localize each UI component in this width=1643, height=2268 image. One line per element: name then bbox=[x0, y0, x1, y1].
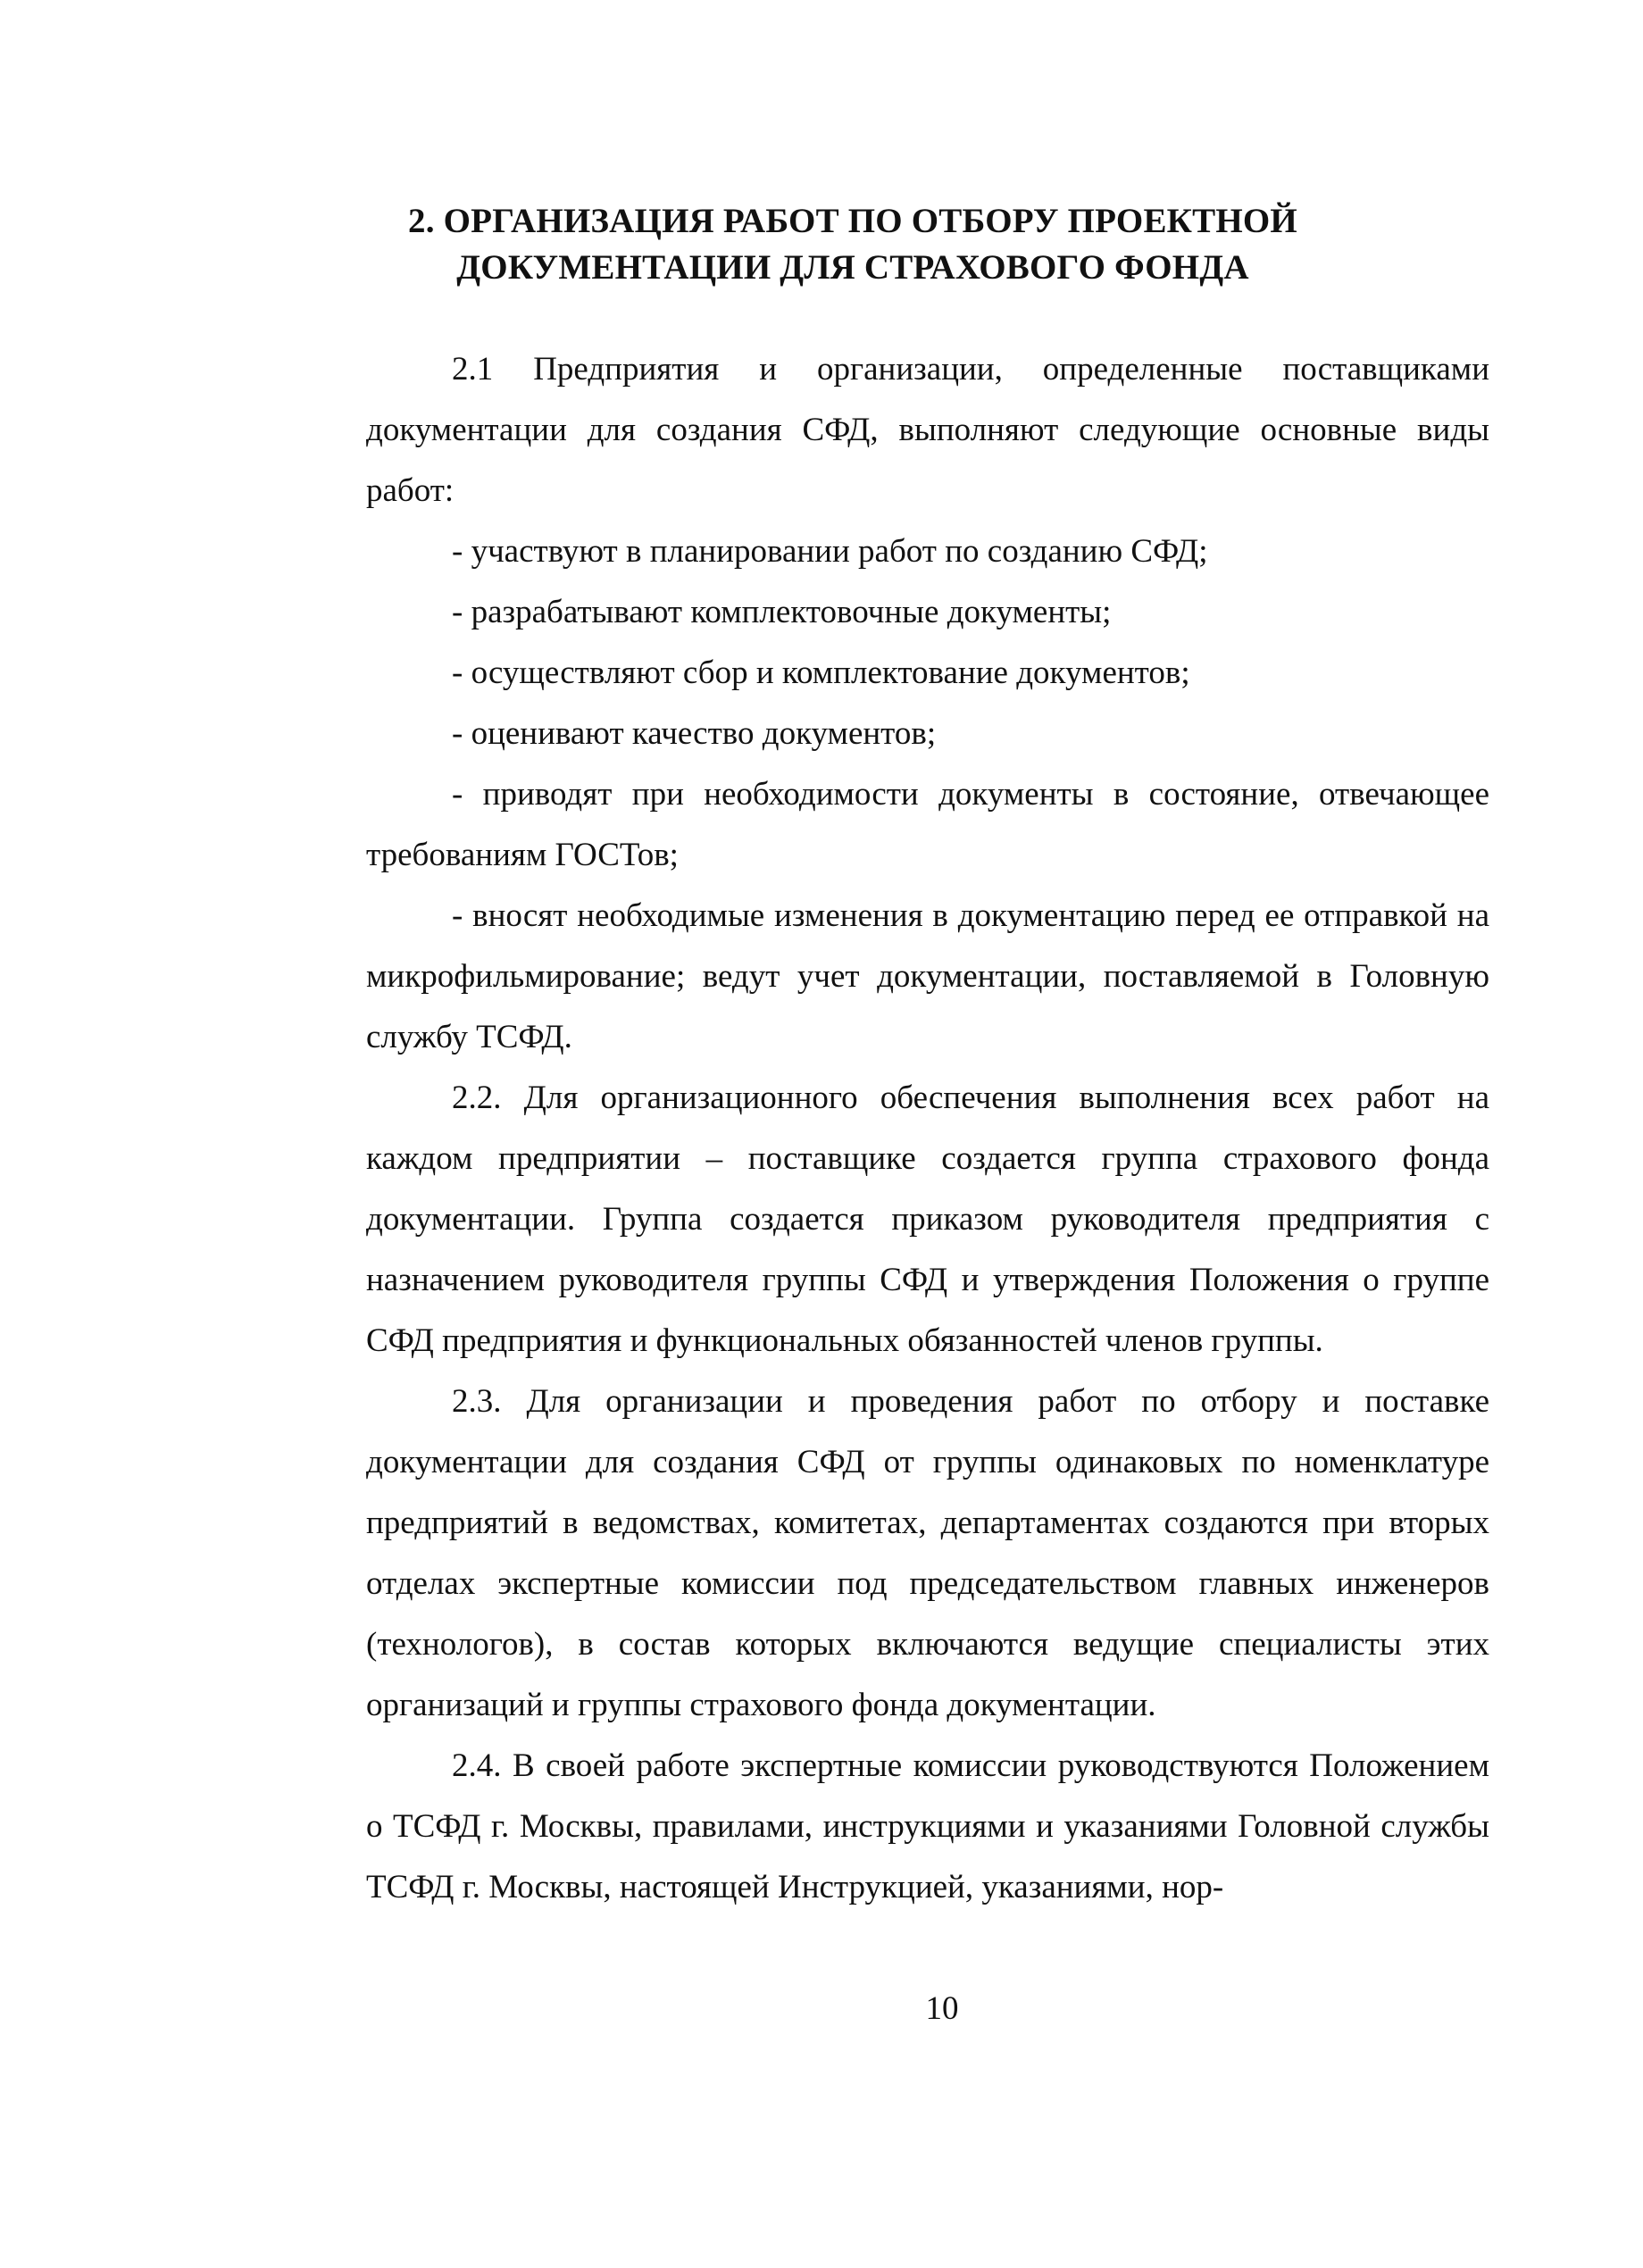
list-item: - участвуют в планировании работ по созданию СФД; bbox=[452, 533, 1208, 570]
list-item: - оценивают качество документов; bbox=[452, 715, 937, 752]
body-text bbox=[366, 339, 1489, 1918]
page-number: 10 bbox=[925, 1990, 959, 2027]
section-title-line-1: 2. ОРГАНИЗАЦИЯ РАБОТ ПО ОТБОРУ ПРОЕКТНОЙ bbox=[408, 202, 1297, 240]
list-item: - вносят необходимые изменения в документацию перед ее отправкой на микрофильмирование; ведут учет документации, поставляемой в Головную службу ТСФД. bbox=[366, 897, 1489, 1055]
paragraph-2-2: 2.2. Для организационного обеспечения выполнения всех работ на каждом предприятии – поставщике создается группа страхового фонда документации. Группа создается приказом руководителя предприятия с назначением руководителя группы СФД и утверждения Положения о группе СФД предприятия и функциональных обязанностей членов группы. bbox=[366, 1080, 1489, 1359]
section-title-line-2: ДОКУМЕНТАЦИИ ДЛЯ СТРАХОВОГО ФОНДА bbox=[456, 248, 1249, 287]
paragraph-2-4: 2.4. В своей работе экспертные комиссии руководствуются Положением о ТСФД г. Москвы, правилами, инструкциями и указаниями Головной службы ТСФД г. Москвы, настоящей Инструкцией, указаниями, нор- bbox=[366, 1747, 1489, 1905]
list-item: - приводят при необходимости документы в состояние, отвечающее требованиям ГОСТов; bbox=[366, 776, 1489, 873]
list-item: - разрабатывают комплектовочные документы; bbox=[452, 594, 1112, 630]
paragraph-2-1-intro: 2.1 Предприятия и организации, определенные поставщиками документации для создания СФД, выполняют следующие основные виды работ: bbox=[366, 351, 1489, 509]
paragraph-2-3: 2.3. Для организации и проведения работ по отбору и поставке документации для создания СФД от группы одинаковых по номенклатуре предприятий в ведомствах, комитетах, департаментах создаются при вторых отделах экспертные комиссии под председательством главных инженеров (технологов), в состав которых включаются ведущие специалисты этих организаций и группы страхового фонда документации. bbox=[366, 1383, 1489, 1723]
list-item: - осуществляют сбор и комплектование документов; bbox=[452, 655, 1190, 691]
section-title bbox=[375, 198, 1330, 291]
